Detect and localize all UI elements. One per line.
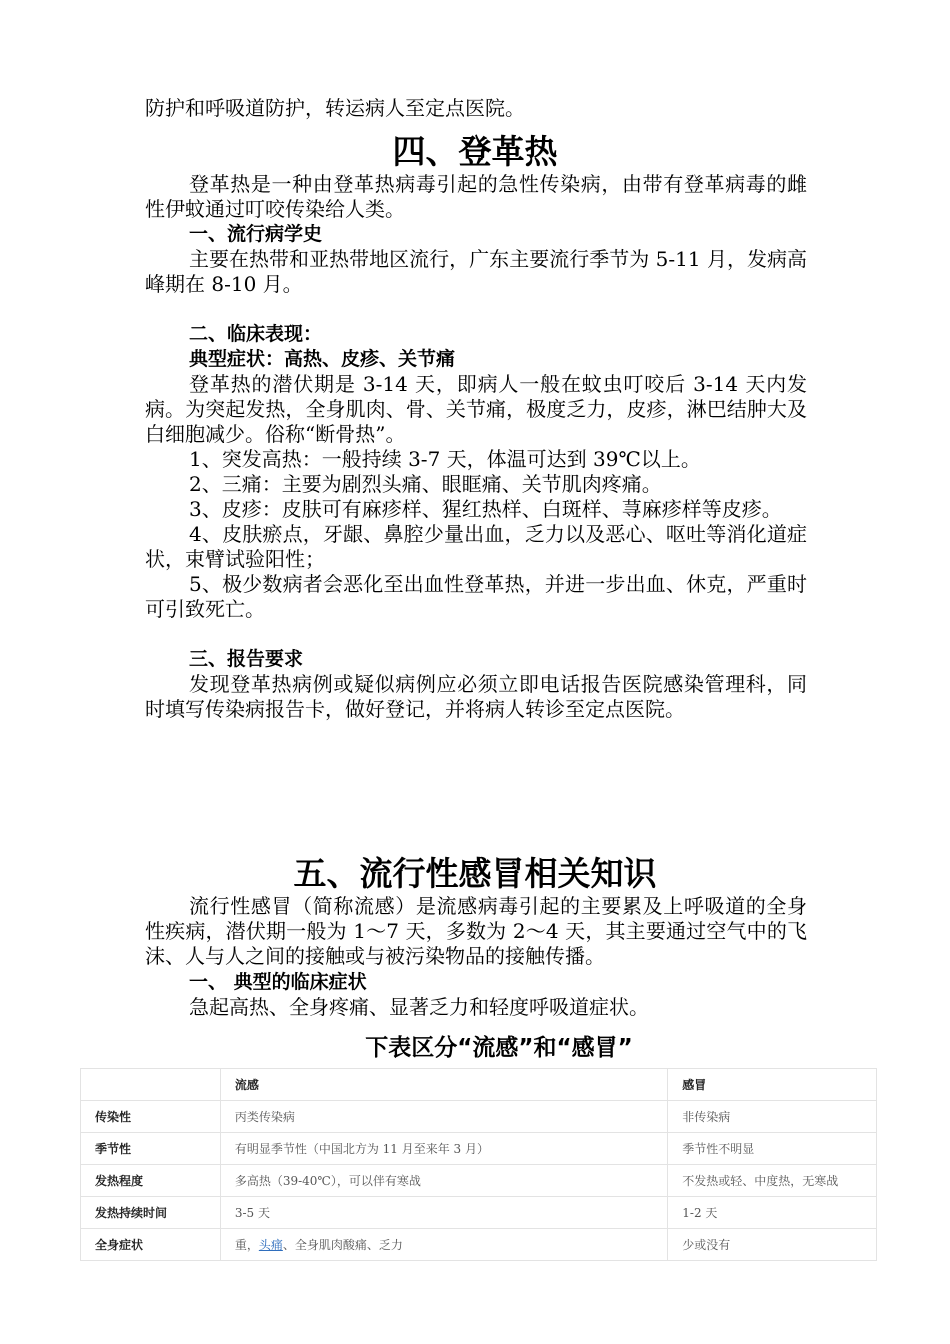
row-label: 季节性 (81, 1133, 221, 1165)
flu-cell-prefix: 重， (234, 1238, 259, 1252)
dengue-typical-heading: 典型症状：高热、皮疹、关节痛 (189, 348, 456, 370)
row-label: 发热持续时间 (81, 1197, 221, 1229)
table-header-cell (81, 1069, 221, 1101)
flu-cell (220, 1229, 667, 1261)
dengue-item-3: 3、皮疹：皮肤可有麻疹样、猩红热样、白斑样、荨麻疹样等皮疹。 (189, 497, 782, 521)
table-row (81, 1229, 877, 1261)
dengue-epi-heading: 一、流行病学史 (189, 223, 323, 245)
flu-cell-suffix: 、全身肌肉酸痛、乏力 (282, 1238, 403, 1252)
dengue-intro: 登革热是一种由登革热病毒引起的急性传染病，由带有登革病毒的雌性伊蚊通过叮咬传染给人类。 (145, 172, 807, 221)
dengue-item-5: 5、极少数病者会恶化至出血性登革热，并进一步出血、休克，严重时可引致死亡。 (145, 572, 807, 621)
row-label: 全身症状 (81, 1229, 221, 1261)
dengue-clinical-heading: 二、临床表现： (189, 323, 323, 345)
table-header-row (81, 1069, 877, 1101)
dengue-report-heading: 三、报告要求 (189, 648, 304, 670)
flu-cell: 有明显季节性（中国北方为 11 月至来年 3 月） (220, 1133, 667, 1165)
table-row (81, 1165, 877, 1197)
table-row (81, 1101, 877, 1133)
dengue-epi-text: 主要在热带和亚热带地区流行，广东主要流行季节为 5-11 月，发病高峰期在 8-10 月。 (145, 247, 807, 296)
flu-cell: 多高热（39-40℃），可以伴有寒战 (220, 1165, 667, 1197)
row-label: 发热程度 (81, 1165, 221, 1197)
cold-cell: 非传染病 (668, 1101, 877, 1133)
table-row (81, 1133, 877, 1165)
dengue-item-1: 1、突发高热：一般持续 3-7 天，体温可达到 39℃以上。 (189, 447, 701, 471)
flu-cell: 3-5 天 (220, 1197, 667, 1229)
flu-intro: 流行性感冒（简称流感）是流感病毒引起的主要累及上呼吸道的全身性疾病，潜伏期一般为 1～7 天，多数为 2～4 天，其主要通过空气中的飞沫、人与人之间的接触或与被污染物品的接触传播。 (145, 894, 807, 968)
table-header-cell: 感冒 (668, 1069, 877, 1101)
cold-cell: 少或没有 (668, 1229, 877, 1261)
dengue-report-text: 发现登革热病例或疑似病例应必须立即电话报告医院感染管理科，同时填写传染病报告卡，做好登记，并将病人转诊至定点医院。 (145, 672, 807, 721)
flu-vs-cold-table (80, 1068, 877, 1261)
table-row (81, 1197, 877, 1229)
dengue-title: 四、登革热 (392, 132, 558, 171)
flu-symptom-text: 急起高热、全身疼痛、显著乏力和轻度呼吸道症状。 (189, 995, 649, 1019)
dengue-item-4: 4、皮肤瘀点，牙龈、鼻腔少量出血，乏力以及恶心、呕吐等消化道症状，束臂试验阳性； (145, 522, 807, 571)
flu-title: 五、流行性感冒相关知识 (293, 854, 657, 893)
table-caption: 下表区分“流感”和“感冒” (365, 1035, 633, 1061)
row-label: 传染性 (81, 1101, 221, 1133)
flu-cell: 丙类传染病 (220, 1101, 667, 1133)
dengue-item-2: 2、三痛：主要为剧烈头痛、眼眶痛、关节肌肉疼痛。 (189, 472, 662, 496)
headache-link[interactable]: 头痛 (258, 1238, 283, 1252)
table-header-cell: 流感 (220, 1069, 667, 1101)
cold-cell: 季节性不明显 (668, 1133, 877, 1165)
cold-cell: 1-2 天 (668, 1197, 877, 1229)
cold-cell: 不发热或轻、中度热，无寒战 (668, 1165, 877, 1197)
flu-symptom-heading: 一、 典型的临床症状 (189, 971, 367, 993)
dengue-clinical-text: 登革热的潜伏期是 3-14 天，即病人一般在蚊虫叮咬后 3-14 天内发病。为突起发热，全身肌肉、骨、关节痛，极度乏力，皮疹，淋巴结肿大及白细胞减少。俗称“断骨热”。 (145, 372, 807, 446)
top-line: 防护和呼吸道防护，转运病人至定点医院。 (145, 96, 525, 120)
